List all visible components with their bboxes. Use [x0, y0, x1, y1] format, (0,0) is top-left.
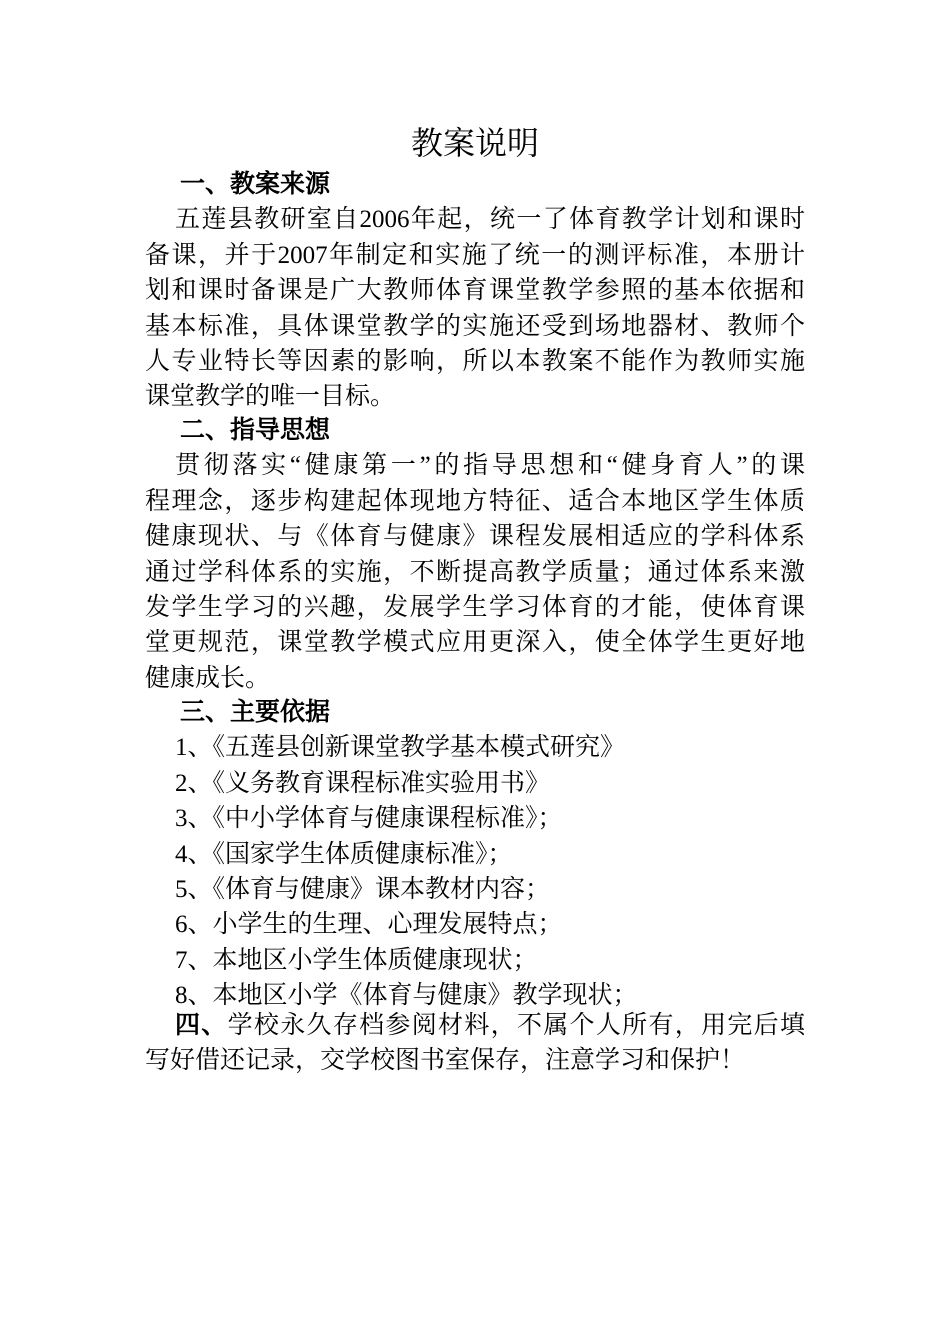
paragraph-line: 通过学科体系的实施，不断提高教学质量；通过体系来激	[145, 558, 805, 586]
paragraph-line: 程理念，逐步构建起体现地方特征、适合本地区学生体质	[145, 487, 805, 515]
list-item: 6、小学生的生理、心理发展特点；	[175, 911, 563, 939]
section-heading: 一、教案来源	[180, 170, 331, 198]
paragraph-line: 人专业特长等因素的影响，所以本教案不能作为教师实施	[145, 347, 805, 375]
list-item: 8、本地区小学《体育与健康》教学现状；	[175, 982, 638, 1010]
paragraph-line: 贯彻落实“健康第一”的指导思想和“健身育人”的课	[175, 452, 805, 480]
section-guiding-idea	[145, 413, 805, 696]
list-item: 5、《体育与健康》课本教材内容；	[175, 875, 551, 903]
section-archive-note	[145, 1008, 805, 1079]
paragraph-line: 发学生学习的兴趣，发展学生学习体育的才能，使体育课	[145, 593, 805, 621]
paragraph-line: 健康成长。	[145, 664, 271, 692]
paragraph-line: 划和课时备课是广大教师体育课堂教学参照的基本依据和	[145, 277, 805, 305]
paragraph-line: 五莲县教研室自2006年起，统一了体育教学计划和课时	[175, 206, 805, 234]
paragraph-line: 课堂教学的唯一目标。	[145, 383, 396, 411]
section-basis	[145, 695, 805, 1014]
paragraph-line	[145, 1008, 805, 1043]
page-title: 教案说明	[410, 125, 539, 161]
paragraph-line: 基本标准，具体课堂教学的实施还受到场地器材、教师个	[145, 312, 805, 340]
paragraph-line: 写好借还记录，交学校图书室保存，注意学习和保护！	[145, 1047, 746, 1075]
paragraph-line: 健康现状、与《体育与健康》课程发展相适应的学科体系	[145, 523, 805, 551]
paragraph-line: 备课，并于2007年制定和实施了统一的测评标准，本册计	[145, 241, 805, 269]
section-source	[145, 167, 805, 415]
section-heading: 三、主要依据	[180, 698, 331, 726]
section-heading: 二、指导思想	[180, 416, 331, 444]
list-item: 1、《五莲县创新课堂教学基本模式研究》	[175, 734, 626, 762]
list-item: 7、本地区小学生体质健康现状；	[175, 946, 538, 974]
paragraph-line: 堂更规范，课堂教学模式应用更深入，使全体学生更好地	[145, 629, 805, 657]
paragraph-text: 学校永久存档参阅材料，不属个人所有，用完后填	[227, 1012, 805, 1039]
list-item: 2、《义务教育课程标准实验用书》	[175, 769, 551, 797]
list-item: 3、《中小学体育与健康课程标准》；	[175, 805, 563, 833]
list-item: 4、《国家学生体质健康标准》；	[175, 840, 513, 868]
section-heading: 四、	[175, 1011, 228, 1039]
